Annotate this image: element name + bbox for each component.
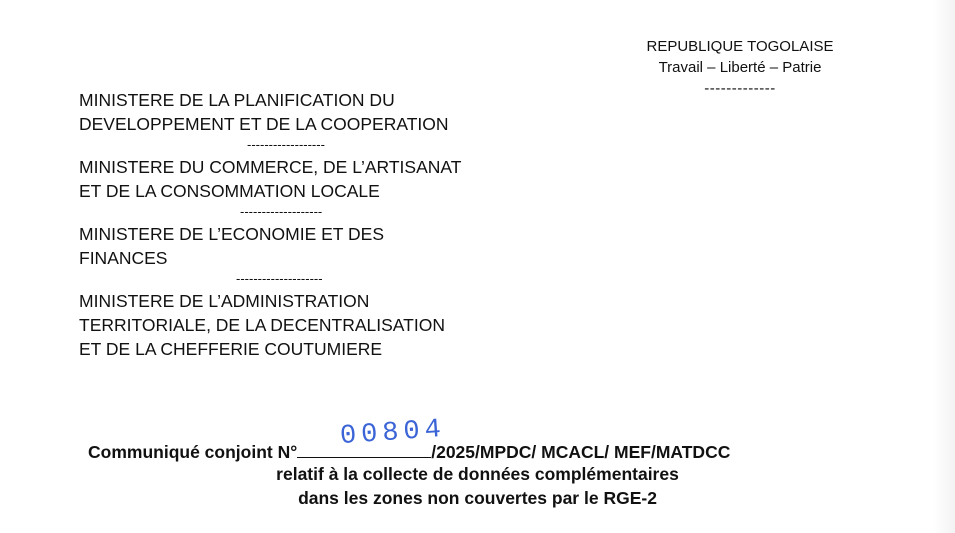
ministries-list xyxy=(79,88,559,361)
ministry-line: MINISTERE DU COMMERCE, DE L’ARTISANAT xyxy=(79,157,462,177)
ministry-separator: -------------------- xyxy=(236,271,323,286)
country-name: REPUBLIQUE TOGOLAISE xyxy=(646,38,834,55)
ministry-line: TERRITORIALE, DE LA DECENTRALISATION xyxy=(79,315,445,335)
scan-edge-shadow xyxy=(933,0,955,533)
ministry-line: FINANCES xyxy=(79,248,168,268)
ministry-line: MINISTERE DE L’ECONOMIE ET DES xyxy=(79,224,385,244)
communique-title-line-2: relatif à la collecte de données complémentaires xyxy=(276,464,679,484)
ministry-line: ET DE LA CONSOMMATION LOCALE xyxy=(79,181,380,201)
number-blank-line xyxy=(297,440,431,458)
communique-title-line-3: dans les zones non couvertes par le RGE-2 xyxy=(298,488,657,508)
ministry-planification xyxy=(79,88,559,155)
stamped-number: 00804 xyxy=(339,414,447,453)
ministry-line: ET DE LA CHEFFERIE COUTUMIERE xyxy=(79,339,383,359)
communique-reference: /2025/MPDC/ MCACL/ MEF/MATDCC xyxy=(431,442,731,462)
communique-prefix: Communiqué conjoint N° xyxy=(88,442,298,462)
republic-header xyxy=(600,36,880,99)
ministry-line: MINISTERE DE LA PLANIFICATION DU xyxy=(79,90,395,110)
communique-title-line-1 xyxy=(88,440,730,463)
ministry-separator: ------------------ xyxy=(247,137,325,152)
header-separator: ------------- xyxy=(704,80,776,97)
ministry-line: MINISTERE DE L’ADMINISTRATION xyxy=(79,291,370,311)
national-motto: Travail – Liberté – Patrie xyxy=(658,59,822,76)
ministry-separator: ------------------- xyxy=(240,204,323,219)
ministry-administration xyxy=(79,289,559,361)
ministry-line: DEVELOPPEMENT ET DE LA COOPERATION xyxy=(79,114,449,134)
ministry-economie xyxy=(79,222,559,289)
ministry-commerce xyxy=(79,155,559,222)
